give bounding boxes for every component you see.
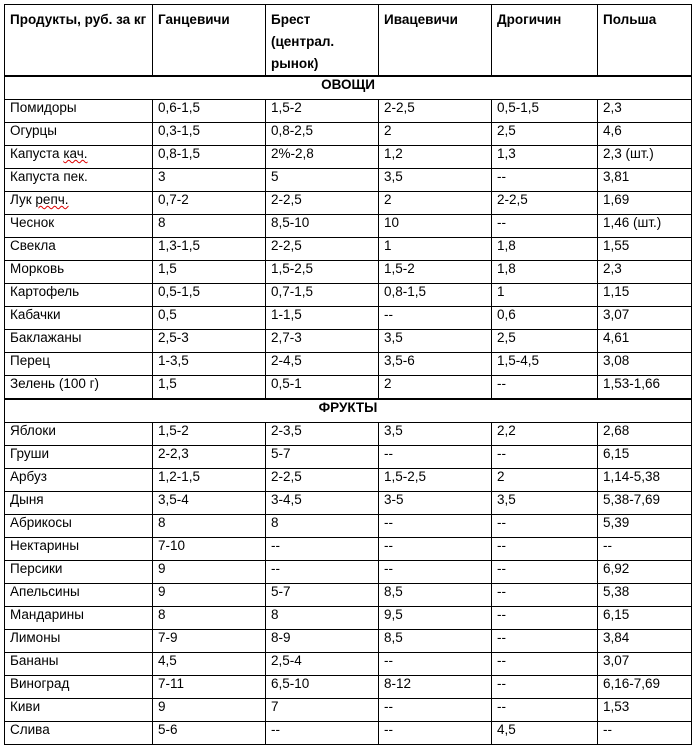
cell-drogichin: 1: [492, 284, 598, 307]
table-row: [5, 307, 692, 330]
cell-poland: 2,68: [598, 423, 692, 446]
cell-brest: 6,5-10: [266, 676, 379, 699]
table-row: [5, 446, 692, 469]
cell-gantsevichi: 0,5: [153, 307, 266, 330]
cell-brest: 2-2,5: [266, 192, 379, 215]
cell-ivatsevichi: 1,5-2,5: [379, 469, 492, 492]
cell-ivatsevichi: 2-2,5: [379, 100, 492, 123]
cell-brest: 5-7: [266, 584, 379, 607]
cell-drogichin: --: [492, 676, 598, 699]
cell-gantsevichi: 1,5: [153, 376, 266, 400]
cell-brest: --: [266, 722, 379, 745]
section-title: ОВОЩИ: [5, 76, 692, 100]
cell-drogichin: 1,8: [492, 238, 598, 261]
cell-brest: --: [266, 561, 379, 584]
section-row: [5, 76, 692, 100]
cell-ivatsevichi: 2: [379, 192, 492, 215]
cell-poland: 5,38-7,69: [598, 492, 692, 515]
cell-ivatsevichi: 1,5-2: [379, 261, 492, 284]
table-row: [5, 100, 692, 123]
cell-product: Огурцы: [5, 123, 153, 146]
table-row: [5, 215, 692, 238]
cell-poland: 3,07: [598, 653, 692, 676]
cell-brest: 8,5-10: [266, 215, 379, 238]
cell-ivatsevichi: --: [379, 722, 492, 745]
cell-product: Груши: [5, 446, 153, 469]
table-row: [5, 192, 692, 215]
cell-drogichin: --: [492, 653, 598, 676]
cell-product: Лук репч.: [5, 192, 153, 215]
cell-drogichin: 2,2: [492, 423, 598, 446]
cell-gantsevichi: 0,8-1,5: [153, 146, 266, 169]
cell-gantsevichi: 7-11: [153, 676, 266, 699]
cell-poland: 1,53-1,66: [598, 376, 692, 400]
table-row: [5, 492, 692, 515]
cell-brest: 1,5-2,5: [266, 261, 379, 284]
table-row: [5, 169, 692, 192]
cell-gantsevichi: 1,3-1,5: [153, 238, 266, 261]
table-row: [5, 423, 692, 446]
cell-brest: 2-2,5: [266, 238, 379, 261]
table-row: [5, 607, 692, 630]
cell-gantsevichi: 9: [153, 584, 266, 607]
cell-brest: 2-4,5: [266, 353, 379, 376]
cell-gantsevichi: 9: [153, 561, 266, 584]
cell-brest: 2%-2,8: [266, 146, 379, 169]
cell-brest: 1,5-2: [266, 100, 379, 123]
section-row: [5, 399, 692, 423]
cell-ivatsevichi: --: [379, 561, 492, 584]
cell-brest: 0,8-2,5: [266, 123, 379, 146]
table-row: [5, 699, 692, 722]
cell-product: Морковь: [5, 261, 153, 284]
cell-brest: 0,5-1: [266, 376, 379, 400]
table-row: [5, 284, 692, 307]
cell-brest: 1-1,5: [266, 307, 379, 330]
table-row: [5, 515, 692, 538]
cell-product: Яблоки: [5, 423, 153, 446]
cell-gantsevichi: 2,5-3: [153, 330, 266, 353]
cell-ivatsevichi: 10: [379, 215, 492, 238]
cell-gantsevichi: 5-6: [153, 722, 266, 745]
cell-gantsevichi: 1,5: [153, 261, 266, 284]
cell-poland: 1,69: [598, 192, 692, 215]
cell-ivatsevichi: 1: [379, 238, 492, 261]
cell-gantsevichi: 2-2,3: [153, 446, 266, 469]
spellcheck-word: кач.: [63, 146, 88, 161]
cell-brest: --: [266, 538, 379, 561]
table-row: [5, 630, 692, 653]
cell-ivatsevichi: 3,5: [379, 330, 492, 353]
cell-drogichin: 1,5-4,5: [492, 353, 598, 376]
cell-product: Мандарины: [5, 607, 153, 630]
cell-drogichin: --: [492, 376, 598, 400]
cell-product: Чеснок: [5, 215, 153, 238]
cell-gantsevichi: 0,6-1,5: [153, 100, 266, 123]
cell-product: Апельсины: [5, 584, 153, 607]
cell-drogichin: --: [492, 515, 598, 538]
cell-gantsevichi: 0,7-2: [153, 192, 266, 215]
cell-product: Нектарины: [5, 538, 153, 561]
cell-ivatsevichi: 3,5-6: [379, 353, 492, 376]
table-body: [5, 76, 692, 745]
cell-brest: 2,5-4: [266, 653, 379, 676]
cell-drogichin: 0,6: [492, 307, 598, 330]
cell-brest: 2-3,5: [266, 423, 379, 446]
cell-brest: 5: [266, 169, 379, 192]
cell-ivatsevichi: 8-12: [379, 676, 492, 699]
table-row: [5, 353, 692, 376]
cell-gantsevichi: 9: [153, 699, 266, 722]
cell-ivatsevichi: 2: [379, 376, 492, 400]
cell-product: Виноград: [5, 676, 153, 699]
cell-drogichin: --: [492, 169, 598, 192]
table-row: [5, 123, 692, 146]
cell-poland: --: [598, 538, 692, 561]
cell-product: Зелень (100 г): [5, 376, 153, 400]
table-row: [5, 238, 692, 261]
header-ivatsevichi: Ивацевичи: [379, 5, 492, 77]
table-row: [5, 653, 692, 676]
table-row: [5, 538, 692, 561]
cell-poland: --: [598, 722, 692, 745]
cell-product: Картофель: [5, 284, 153, 307]
table-row: [5, 376, 692, 400]
cell-gantsevichi: 1,5-2: [153, 423, 266, 446]
cell-product: Свекла: [5, 238, 153, 261]
header-product: Продукты, руб. за кг: [5, 5, 153, 77]
cell-product: Дыня: [5, 492, 153, 515]
cell-brest: 8: [266, 515, 379, 538]
cell-poland: 2,3 (шт.): [598, 146, 692, 169]
cell-ivatsevichi: --: [379, 699, 492, 722]
cell-ivatsevichi: 9,5: [379, 607, 492, 630]
cell-drogichin: 1,3: [492, 146, 598, 169]
table-row: [5, 469, 692, 492]
cell-drogichin: --: [492, 699, 598, 722]
cell-product: Капуста кач.: [5, 146, 153, 169]
cell-poland: 6,16-7,69: [598, 676, 692, 699]
cell-ivatsevichi: 3,5: [379, 169, 492, 192]
cell-brest: 0,7-1,5: [266, 284, 379, 307]
cell-gantsevichi: 8: [153, 515, 266, 538]
header-brest: Брест (централ. рынок): [266, 5, 379, 77]
cell-product: Бананы: [5, 653, 153, 676]
cell-ivatsevichi: 3,5: [379, 423, 492, 446]
table-row: [5, 584, 692, 607]
cell-drogichin: --: [492, 215, 598, 238]
cell-drogichin: --: [492, 561, 598, 584]
cell-product: Баклажаны: [5, 330, 153, 353]
header-row: [5, 5, 692, 77]
cell-brest: 2-2,5: [266, 469, 379, 492]
cell-drogichin: --: [492, 630, 598, 653]
cell-ivatsevichi: --: [379, 653, 492, 676]
cell-product: Перец: [5, 353, 153, 376]
cell-poland: 1,14-5,38: [598, 469, 692, 492]
spellcheck-word: репч.: [35, 192, 69, 207]
table-row: [5, 722, 692, 745]
cell-gantsevichi: 7-10: [153, 538, 266, 561]
cell-poland: 4,61: [598, 330, 692, 353]
cell-ivatsevichi: 2: [379, 123, 492, 146]
section-title: ФРУКТЫ: [5, 399, 692, 423]
cell-gantsevichi: 1,2-1,5: [153, 469, 266, 492]
header-poland: Польша: [598, 5, 692, 77]
cell-poland: 1,53: [598, 699, 692, 722]
cell-ivatsevichi: 0,8-1,5: [379, 284, 492, 307]
cell-gantsevichi: 0,5-1,5: [153, 284, 266, 307]
cell-poland: 1,55: [598, 238, 692, 261]
cell-poland: 6,15: [598, 446, 692, 469]
header-gantsevichi: Ганцевичи: [153, 5, 266, 77]
cell-product: Капуста пек.: [5, 169, 153, 192]
cell-drogichin: 0,5-1,5: [492, 100, 598, 123]
cell-poland: 3,08: [598, 353, 692, 376]
cell-product: Абрикосы: [5, 515, 153, 538]
cell-brest: 3-4,5: [266, 492, 379, 515]
cell-poland: 6,92: [598, 561, 692, 584]
cell-gantsevichi: 1-3,5: [153, 353, 266, 376]
cell-gantsevichi: 8: [153, 215, 266, 238]
cell-drogichin: 1,8: [492, 261, 598, 284]
cell-ivatsevichi: 8,5: [379, 630, 492, 653]
table-row: [5, 330, 692, 353]
cell-product: Помидоры: [5, 100, 153, 123]
header-drogichin: Дрогичин: [492, 5, 598, 77]
cell-poland: 4,6: [598, 123, 692, 146]
cell-drogichin: --: [492, 607, 598, 630]
cell-poland: 2,3: [598, 261, 692, 284]
cell-poland: 3,07: [598, 307, 692, 330]
cell-gantsevichi: 3,5-4: [153, 492, 266, 515]
cell-poland: 2,3: [598, 100, 692, 123]
price-table: [4, 4, 692, 745]
table-row: [5, 146, 692, 169]
cell-drogichin: 2: [492, 469, 598, 492]
cell-brest: 8-9: [266, 630, 379, 653]
cell-poland: 3,81: [598, 169, 692, 192]
cell-ivatsevichi: --: [379, 446, 492, 469]
cell-drogichin: 2,5: [492, 330, 598, 353]
cell-poland: 5,38: [598, 584, 692, 607]
cell-gantsevichi: 7-9: [153, 630, 266, 653]
cell-poland: 1,46 (шт.): [598, 215, 692, 238]
cell-ivatsevichi: 8,5: [379, 584, 492, 607]
cell-poland: 5,39: [598, 515, 692, 538]
cell-drogichin: 3,5: [492, 492, 598, 515]
cell-product: Лимоны: [5, 630, 153, 653]
cell-product: Арбуз: [5, 469, 153, 492]
table-header: [5, 5, 692, 77]
cell-brest: 8: [266, 607, 379, 630]
cell-ivatsevichi: 1,2: [379, 146, 492, 169]
cell-drogichin: --: [492, 538, 598, 561]
table-row: [5, 261, 692, 284]
cell-product: Персики: [5, 561, 153, 584]
cell-ivatsevichi: --: [379, 307, 492, 330]
cell-gantsevichi: 3: [153, 169, 266, 192]
cell-brest: 7: [266, 699, 379, 722]
cell-brest: 5-7: [266, 446, 379, 469]
cell-poland: 6,15: [598, 607, 692, 630]
table-row: [5, 676, 692, 699]
cell-gantsevichi: 8: [153, 607, 266, 630]
cell-drogichin: --: [492, 446, 598, 469]
cell-gantsevichi: 4,5: [153, 653, 266, 676]
cell-drogichin: 2,5: [492, 123, 598, 146]
table-row: [5, 561, 692, 584]
cell-ivatsevichi: --: [379, 538, 492, 561]
cell-product: Слива: [5, 722, 153, 745]
cell-poland: 3,84: [598, 630, 692, 653]
cell-product: Киви: [5, 699, 153, 722]
cell-drogichin: 4,5: [492, 722, 598, 745]
cell-ivatsevichi: 3-5: [379, 492, 492, 515]
cell-gantsevichi: 0,3-1,5: [153, 123, 266, 146]
cell-drogichin: 2-2,5: [492, 192, 598, 215]
cell-ivatsevichi: --: [379, 515, 492, 538]
cell-poland: 1,15: [598, 284, 692, 307]
cell-brest: 2,7-3: [266, 330, 379, 353]
cell-drogichin: --: [492, 584, 598, 607]
cell-product: Кабачки: [5, 307, 153, 330]
